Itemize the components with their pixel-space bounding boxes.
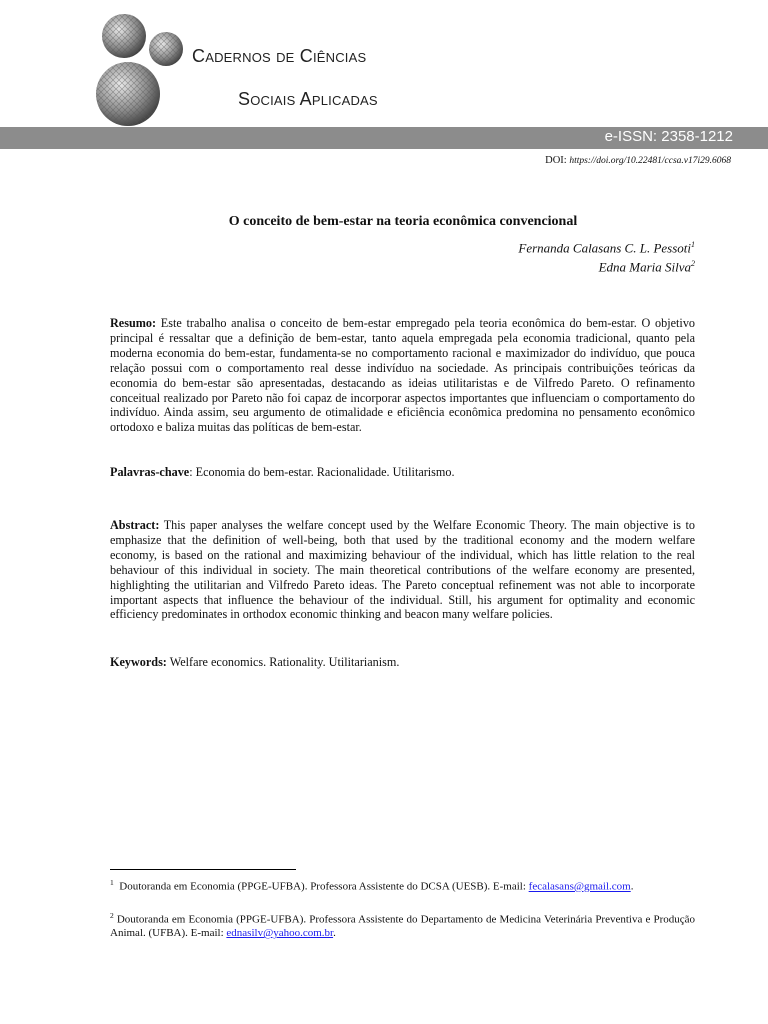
footnote-2-mark: 2: [110, 911, 114, 920]
doi-label: DOI:: [545, 155, 567, 166]
abstract-paragraph: [110, 518, 695, 622]
abstract-label: Abstract:: [110, 518, 160, 532]
footnote-1-email[interactable]: fecalasans@gmail.com: [528, 880, 631, 893]
footnote-1-text: Doutoranda em Economia (PPGE-UFBA). Professora Assistente do DCSA (UESB). E-mail:: [119, 880, 529, 893]
resumo-label: Resumo:: [110, 316, 157, 330]
author-2-mark[interactable]: 2: [691, 259, 695, 268]
issn-bar: [0, 127, 768, 149]
author-2: [599, 259, 695, 275]
resumo-paragraph: [110, 316, 695, 435]
resumo-text: Este trabalho analisa o conceito de bem-estar empregado pela teoria econômica do bem-estar. O objetivo principal é ressaltar que a definição de bem-estar, tanto aquela empregada pela economia tradicional, quanto pela moderna economia do bem-estar, fundamenta-se no comportamento racional e maximizador do indivíduo, que pouca relação possui com o comportamento real desse indivíduo na sociedade. As principais contribuições teóricas da economia do bem-estar são apresentadas, destacando as ideias utilitaristas e de Vilfredo Pareto. O refinamento conceitual realizado por Pareto não foi capaz de incorporar aspectos importantes que influenciam o comportamento do indivíduo. Ainda assim, seu argumento de otimalidade e eficiência econômica predomina no pensamento econômico ortodoxo e baliza muitas das políticas de bem-estar.: [110, 316, 696, 435]
paper-title: O conceito de bem-estar na teoria econômica convencional: [228, 214, 578, 229]
footnote-1-mark: 1: [110, 878, 114, 887]
abstract-text: This paper analyses the welfare concept used by the Welfare Economic Theory. The main objective is to emphasize that the definition of well-being, both that used by the traditional economy and the modern welfare economy, is based on the rational and maximizing behaviour of the individual, which has little relation to the real behaviour of this individual in society. The main theoretical contributions of the welfare economy are presented, highlighting the utilitarian and Vilfredo Pareto ideas. The Pareto conceptual refinement was not able to incorporate important aspects that influence the behaviour of the individual. Still, his argument for optimality and economic efficiency predominates in orthodox economic thinking and beacon many welfare policies.: [110, 518, 695, 622]
journal-title-line2: Sociais Aplicadas: [238, 89, 378, 109]
palavras-chave: [110, 465, 695, 480]
footnote-rule: [110, 869, 296, 870]
keywords-label: Keywords:: [110, 655, 167, 669]
author-2-name: Edna Maria Silva: [598, 259, 691, 275]
footnote-1: [110, 876, 695, 894]
doi-line: [545, 155, 731, 166]
author-1: [518, 240, 695, 256]
doi-link[interactable]: https://doi.org/10.22481/ccsa.v17i29.6068: [569, 156, 731, 166]
footnote-2-text: Doutoranda em Economia (PPGE-UFBA). Professora Assistente do Departamento de Medicina Veterinária Preventiva e Produção Animal. (UFBA). E-mail:: [110, 913, 695, 940]
palavras-text: : Economia do bem-estar. Racionalidade. Utilitarismo.: [189, 465, 455, 479]
author-1-mark[interactable]: 1: [691, 240, 695, 249]
keywords-text: Welfare economics. Rationality. Utilitarianism.: [166, 655, 400, 669]
author-1-name: Fernanda Calasans C. L. Pessoti: [518, 240, 691, 256]
keywords: [110, 655, 695, 670]
journal-title-line1: Cadernos de Ciências: [192, 46, 367, 66]
footnote-2-end: .: [333, 927, 336, 940]
issn-text: e-ISSN: 2358-1212: [604, 128, 733, 145]
journal-logo-icon: [92, 14, 187, 126]
footnote-1-end: .: [630, 880, 634, 893]
footnote-2-email[interactable]: ednasilv@yahoo.com.br: [226, 927, 334, 940]
footnote-2: [110, 909, 695, 941]
palavras-label: Palavras-chave: [110, 465, 190, 479]
